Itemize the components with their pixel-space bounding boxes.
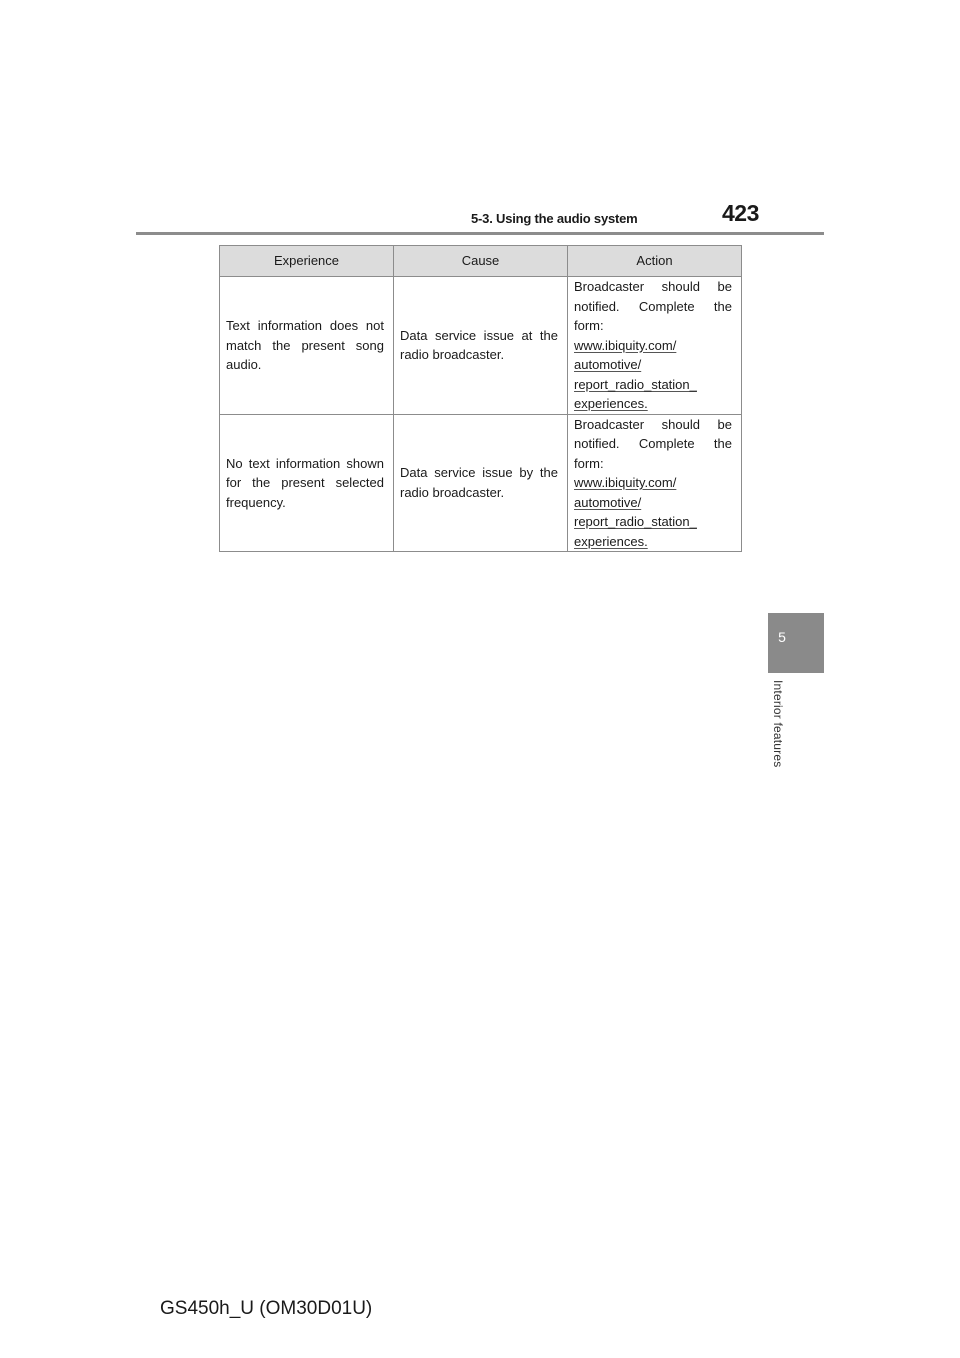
- chapter-number: 5: [778, 629, 786, 645]
- table-row: [220, 414, 742, 552]
- header-divider: [136, 232, 824, 235]
- action-cell: [568, 414, 742, 552]
- report-url-link[interactable]: automotive/: [574, 357, 642, 372]
- action-text: Broadcaster should be notified. Complete the form:: [574, 416, 732, 471]
- chapter-title-label: [771, 680, 787, 790]
- report-url-link[interactable]: automotive/: [574, 494, 642, 510]
- action-cell: [568, 277, 742, 415]
- troubleshooting-table: [219, 245, 742, 552]
- column-header-experience: Experience: [220, 246, 394, 277]
- column-header-action: Action: [568, 246, 742, 277]
- experience-cell: Text information does not match the present song audio.: [220, 277, 394, 415]
- table-row: [220, 277, 742, 415]
- page-number: 423: [722, 200, 759, 226]
- cause-cell: Data service issue by the radio broadcaster.: [394, 414, 568, 552]
- report-url-link[interactable]: experiences.: [574, 396, 648, 411]
- report-url-link[interactable]: report_radio_station_: [574, 514, 697, 529]
- chapter-tab[interactable]: [768, 613, 824, 673]
- model-code-footer: GS450h_U (OM30D01U): [160, 1298, 373, 1319]
- action-text: Broadcaster should be notified. Complete the form:: [574, 279, 732, 333]
- section-title: 5-3. Using the audio system: [471, 211, 638, 226]
- cause-cell: Data service issue at the radio broadcaster.: [394, 277, 568, 415]
- column-header-cause: Cause: [394, 246, 568, 277]
- chapter-title: Interior features: [771, 680, 785, 768]
- report-url-link[interactable]: report_radio_station_: [574, 376, 697, 392]
- report-url-link[interactable]: www.ibiquity.com/: [574, 475, 677, 490]
- report-url-link[interactable]: www.ibiquity.com/: [574, 337, 677, 353]
- table-header-row: [220, 246, 742, 277]
- report-url-link[interactable]: experiences.: [574, 533, 648, 549]
- experience-cell: No text information shown for the present selected frequency.: [220, 414, 394, 552]
